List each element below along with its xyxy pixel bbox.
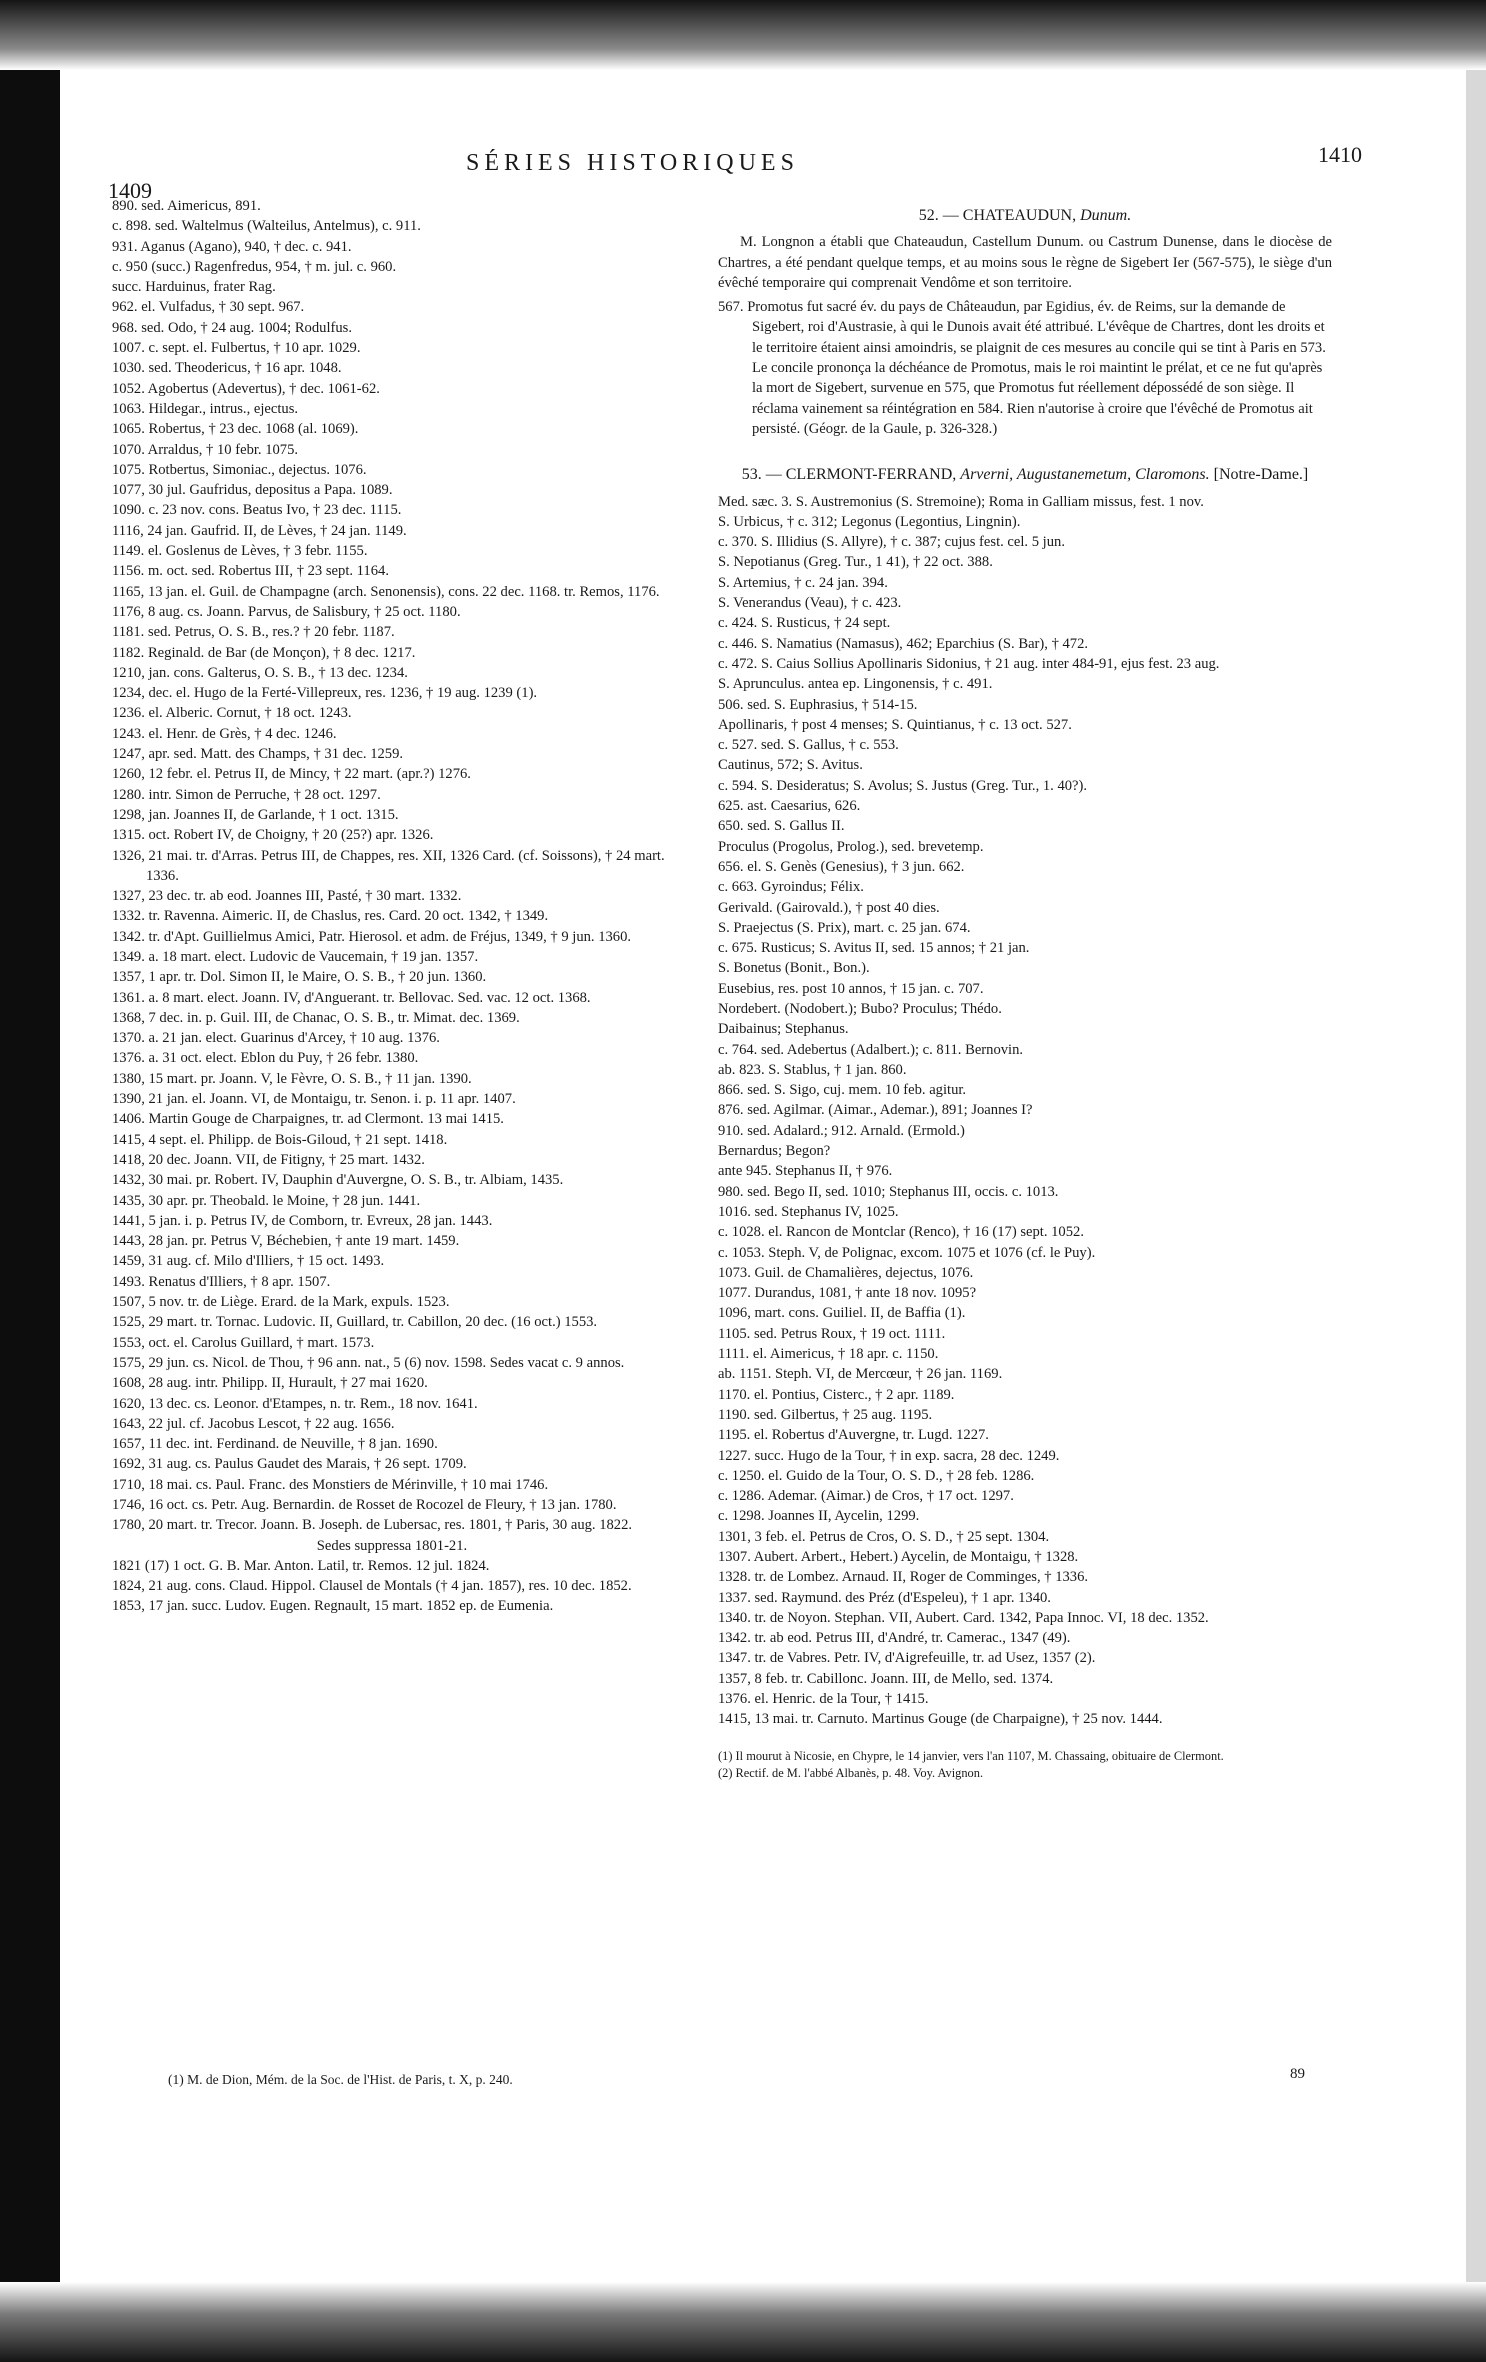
list-item: 1090. c. 23 nov. cons. Beatus Ivo, † 23 dec. 1115. — [112, 502, 402, 519]
list-item: 1432, 30 mai. pr. Robert. IV, Dauphin d'Auvergne, O. S. B., tr. Albiam, 1435. — [112, 1172, 564, 1189]
scan-right-edge — [1466, 0, 1486, 2362]
section-53-entries — [718, 492, 1332, 1730]
list-item: 1073. Guil. de Chamalières, dejectus, 1076. — [718, 1264, 974, 1281]
section-53-heading: 53. — CLERMONT-FERRAND, Arverni, Augustanemetum, Claromons. [Notre-Dame.] — [741, 466, 1309, 484]
section-52-heading: 52. — CHATEAUDUN, Dunum. — [918, 207, 1132, 224]
list-item: 1315. oct. Robert IV, de Choigny, † 20 (25?) apr. 1326. — [112, 827, 434, 844]
list-item: c. 1286. Ademar. (Aimar.) de Cros, † 17 oct. 1297. — [718, 1488, 1014, 1505]
list-item: 1016. sed. Stephanus IV, 1025. — [718, 1203, 899, 1220]
list-item: 1190. sed. Gilbertus, † 25 aug. 1195. — [718, 1406, 933, 1423]
list-item: Bernardus; Begon? — [718, 1143, 831, 1160]
list-item: 1368, 7 dec. in. p. Guil. III, de Chanac, O. S. B., tr. Mimat. dec. 1369. — [112, 1009, 520, 1026]
list-item: S. Praejectus (S. Prix), mart. c. 25 jan. 674. — [718, 919, 971, 936]
list-item: 1063. Hildegar., intrus., ejectus. — [112, 400, 299, 417]
list-item: 931. Aganus (Agano), 940, † dec. c. 941. — [112, 238, 352, 255]
list-item: 1326, 21 mai. tr. d'Arras. Petrus III, de Chappes, res. XII, 1326 Card. (cf. Soissons), † 24 mart. 1336. — [112, 847, 665, 884]
list-item: 1156. m. oct. sed. Robertus III, † 23 sept. 1164. — [112, 563, 389, 580]
list-item: c. 663. Gyroindus; Félix. — [718, 879, 864, 896]
list-item: 1342. tr. ab eod. Petrus III, d'André, tr. Camerac., 1347 (49). — [718, 1630, 1071, 1647]
list-item: 1195. el. Robertus d'Auvergne, tr. Lugd. 1227. — [718, 1427, 989, 1444]
list-item: 1692, 31 aug. cs. Paulus Gaudet des Marais, † 26 sept. 1709. — [112, 1456, 467, 1473]
list-item: 1065. Robertus, † 23 dec. 1068 (al. 1069). — [112, 421, 359, 438]
list-item: 1111. el. Aimericus, † 18 apr. c. 1150. — [718, 1346, 939, 1363]
list-item: 1052. Agobertus (Adevertus), † dec. 1061-62. — [112, 380, 380, 397]
list-item: Daibainus; Stephanus. — [718, 1021, 849, 1038]
left-page-number: 1409 — [108, 178, 152, 203]
list-item: 1406. Martin Gouge de Charpaignes, tr. ad Clermont. 13 mai 1415. — [112, 1111, 504, 1128]
list-item: 1236. el. Alberic. Cornut, † 18 oct. 1243. — [112, 705, 352, 722]
scan-top-edge — [0, 0, 1486, 70]
list-item: c. 1250. el. Guido de la Tour, O. S. D., † 28 feb. 1286. — [718, 1467, 1035, 1484]
list-item: c. 446. S. Namatius (Namasus), 462; Eparchius (S. Bar), † 472. — [718, 635, 1089, 652]
list-item: 1575, 29 jun. cs. Nicol. de Thou, † 96 ann. nat., 5 (6) nov. 1598. Sedes vacat c. 9 annos. — [112, 1354, 625, 1371]
list-item: 1030. sed. Theodericus, † 16 apr. 1048. — [112, 360, 342, 377]
list-item: 1710, 18 mai. cs. Paul. Franc. des Monstiers de Mérinville, † 10 mai 1746. — [112, 1476, 549, 1493]
list-item: 1493. Renatus d'Illiers, † 8 apr. 1507. — [112, 1273, 331, 1290]
list-item: 1280. intr. Simon de Perruche, † 28 oct. 1297. — [112, 786, 381, 803]
list-item: 890. sed. Aimericus, 891. — [112, 198, 261, 214]
list-item: 1780, 20 mart. tr. Trecor. Joann. B. Joseph. de Lubersac, res. 1801, † Paris, 30 aug. 1822. — [112, 1517, 633, 1534]
list-item: 1332. tr. Ravenna. Aimeric. II, de Chaslus, res. Card. 20 oct. 1342, † 1349. — [112, 908, 549, 925]
left-footnote: (1) M. de Dion, Mém. de la Soc. de l'Hist. de Paris, t. X, p. 240. — [168, 2072, 513, 2087]
list-item: 1096, mart. cons. Guiliel. II, de Baffia (1). — [718, 1305, 966, 1322]
signature-mark: 89 — [1290, 2066, 1305, 2082]
list-item: 1227. succ. Hugo de la Tour, † in exp. sacra, 28 dec. 1249. — [718, 1447, 1060, 1464]
list-item: Eusebius, res. post 10 annos, † 15 jan. c. 707. — [718, 980, 984, 997]
left-column — [112, 196, 672, 1617]
list-item: 1643, 22 jul. cf. Jacobus Lescot, † 22 aug. 1656. — [112, 1415, 395, 1432]
list-item: Gerivald. (Gairovald.), † post 40 dies. — [718, 899, 940, 916]
list-item: 1376. a. 31 oct. elect. Eblon du Puy, † 26 febr. 1380. — [112, 1050, 419, 1067]
list-item: S. Urbicus, † c. 312; Legonus (Legontius, Lingnin). — [718, 513, 1021, 530]
list-item: Apollinaris, † post 4 menses; S. Quintianus, † c. 13 oct. 527. — [718, 716, 1072, 733]
list-item: ab. 1151. Steph. VI, de Mercœur, † 26 jan. 1169. — [718, 1366, 1003, 1383]
list-item: 656. el. S. Genès (Genesius), † 3 jun. 662. — [718, 858, 965, 875]
list-item: 650. sed. S. Gallus II. — [718, 818, 845, 835]
list-item: 1234, dec. el. Hugo de la Ferté-Villepreux, res. 1236, † 19 aug. 1239 (1). — [112, 685, 538, 702]
list-item: 1340. tr. de Noyon. Stephan. VII, Aubert. Card. 1342, Papa Innoc. VI, 18 dec. 1352. — [718, 1609, 1209, 1626]
running-title: SÉRIES HISTORIQUES — [466, 150, 799, 176]
footnote-2: (2) Rectif. de M. l'abbé Albanès, p. 48. Voy. Avignon. — [718, 1765, 984, 1780]
list-item: 1077. Durandus, 1081, † ante 18 nov. 1095? — [718, 1285, 977, 1302]
list-item: 1441, 5 jan. i. p. Petrus IV, de Comborn, tr. Evreux, 28 jan. 1443. — [112, 1212, 493, 1229]
list-item: 968. sed. Odo, † 24 aug. 1004; Rodulfus. — [112, 319, 352, 336]
list-item: 876. sed. Agilmar. (Aimar., Ademar.), 891; Joannes I? — [718, 1102, 1033, 1119]
list-item: 1443, 28 jan. pr. Petrus V, Béchebien, † ante 19 mart. 1459. — [112, 1233, 460, 1250]
list-item: 866. sed. S. Sigo, cuj. mem. 10 feb. agitur. — [718, 1082, 967, 1099]
list-item: 1347. tr. de Vabres. Petr. IV, d'Aigrefeuille, tr. ad Usez, 1357 (2). — [718, 1650, 1096, 1667]
list-item: 1390, 21 jan. el. Joann. VI, de Montaigu, tr. Senon. i. p. 11 apr. 1407. — [112, 1091, 516, 1108]
list-item: c. 1053. Steph. V, de Polignac, excom. 1075 et 1076 (cf. le Puy). — [718, 1244, 1096, 1261]
scan-bottom-edge — [0, 2282, 1486, 2362]
list-item: 1853, 17 jan. succ. Ludov. Eugen. Regnault, 15 mart. 1852 ep. de Eumenia. — [112, 1598, 554, 1615]
section-52-entry: 567. Promotus fut sacré év. du pays de Châteaudun, par Egidius, év. de Reims, sur la demande de Sigebert, roi d'Austrasie, à qui le Dunois avait été attribué. L'évêque de Chartres, dont les droits et le territoire étaient ainsi amoindris, se plaignit de ces mesures au concile qui se tint à Paris en 573. Le concile prononça la déchéance de Promotus, mais le roi maintint le prélat, et ce ne fut qu'après la mort de Sigebert, survenue en 575, que Promotus fut réellement dépossédé de son siège. Il réclama vainement sa réintégration en 584. Rien n'autorise à croire que l'évêché de Promotus ait persisté. (Géogr. de la Gaule, p. 326-328.) — [718, 299, 1326, 437]
list-item: c. 424. S. Rusticus, † 24 sept. — [718, 615, 891, 632]
list-item: 1370. a. 21 jan. elect. Guarinus d'Arcey, † 10 aug. 1376. — [112, 1030, 440, 1047]
list-item: Nordebert. (Nodobert.); Bubo? Proculus; Thédo. — [718, 1000, 1002, 1017]
list-item: 1507, 5 nov. tr. de Liège. Erard. de la Mark, expuls. 1523. — [112, 1294, 450, 1311]
list-item: 1075. Rotbertus, Simoniac., dejectus. 1076. — [112, 461, 367, 478]
list-item: c. 1028. el. Rancon de Montclar (Renco), † 16 (17) sept. 1052. — [718, 1224, 1084, 1241]
list-item: 1608, 28 aug. intr. Philipp. II, Hurault, † 27 mai 1620. — [112, 1375, 428, 1392]
list-item: c. 950 (succ.) Ragenfredus, 954, † m. jul. c. 960. — [112, 258, 397, 275]
list-item: 1328. tr. de Lombez. Arnaud. II, Roger de Comminges, † 1336. — [718, 1569, 1089, 1586]
list-item: 1418, 20 dec. Joann. VII, de Fitigny, † 25 mart. 1432. — [112, 1151, 425, 1168]
list-item: 1007. c. sept. el. Fulbertus, † 10 apr. 1029. — [112, 340, 361, 357]
list-item: 1380, 15 mart. pr. Joann. V, le Fèvre, O. S. B., † 11 jan. 1390. — [112, 1070, 472, 1087]
list-item: 625. ast. Caesarius, 626. — [718, 798, 861, 815]
footnote-1: (1) Il mourut à Nicosie, en Chypre, le 14 janvier, vers l'an 1107, M. Chassaing, obituaire de Clermont. — [718, 1748, 1224, 1763]
list-item: 980. sed. Bego II, sed. 1010; Stephanus III, occis. c. 1013. — [718, 1183, 1059, 1200]
list-item: c. 675. Rusticus; S. Avitus II, sed. 15 annos; † 21 jan. — [718, 940, 1030, 957]
list-item: 1337. sed. Raymund. des Préz (d'Espeleu), † 1 apr. 1340. — [718, 1589, 1051, 1606]
list-item: 1415, 4 sept. el. Philipp. de Bois-Giloud, † 21 sept. 1418. — [112, 1131, 448, 1148]
list-item: succ. Harduinus, frater Rag. — [112, 279, 276, 296]
list-item: 506. sed. S. Euphrasius, † 514-15. — [718, 696, 918, 713]
list-item: c. 898. sed. Waltelmus (Walteilus, Antelmus), c. 911. — [112, 218, 421, 235]
scan-left-edge — [0, 0, 60, 2362]
list-item: 1349. a. 18 mart. elect. Ludovic de Vaucemain, † 19 jan. 1357. — [112, 948, 479, 965]
list-item: 1525, 29 mart. tr. Tornac. Ludovic. II, Guillard, tr. Cabillon, 20 dec. (16 oct.) 1553. — [112, 1314, 598, 1331]
list-item: 1070. Arraldus, † 10 febr. 1075. — [112, 441, 299, 458]
list-item: c. 1298. Joannes II, Aycelin, 1299. — [718, 1508, 920, 1525]
list-item: 1824, 21 aug. cons. Claud. Hippol. Clausel de Montals († 4 jan. 1857), res. 10 dec. 1852. — [112, 1578, 632, 1595]
list-item: 1105. sed. Petrus Roux, † 19 oct. 1111. — [718, 1325, 946, 1342]
list-item: 1327, 23 dec. tr. ab eod. Joannes III, Pasté, † 30 mart. 1332. — [112, 888, 462, 905]
list-item: 910. sed. Adalard.; 912. Arnald. (Ermold.) — [718, 1122, 965, 1139]
list-item: 1357, 1 apr. tr. Dol. Simon II, le Maire, O. S. B., † 20 jun. 1360. — [112, 969, 487, 986]
list-item: 1415, 13 mai. tr. Carnuto. Martinus Gouge (de Charpaigne), † 25 nov. 1444. — [718, 1711, 1163, 1728]
list-item: 1176, 8 aug. cs. Joann. Parvus, de Salisbury, † 25 oct. 1180. — [112, 603, 461, 620]
list-item: Cautinus, 572; S. Avitus. — [718, 757, 863, 774]
list-item: c. 527. sed. S. Gallus, † c. 553. — [718, 737, 899, 754]
list-item: Sedes suppressa 1801-21. — [316, 1537, 468, 1554]
list-item: 1342. tr. d'Apt. Guillielmus Amici, Patr. Hierosol. et adm. de Fréjus, 1349, † 9 jun. 1360. — [112, 928, 632, 945]
right-page-number: 1410 — [1318, 142, 1362, 167]
list-item: ab. 823. S. Stablus, † 1 jan. 860. — [718, 1061, 907, 1078]
right-column — [718, 196, 1332, 1782]
list-item: 1165, 13 jan. el. Guil. de Champagne (arch. Senonensis), cons. 22 dec. 1168. tr. Remos, 1176. — [112, 583, 660, 600]
list-item: 1620, 13 dec. cs. Leonor. d'Etampes, n. tr. Rem., 18 nov. 1641. — [112, 1395, 478, 1412]
list-item: 1459, 31 aug. cf. Milo d'Illiers, † 15 oct. 1493. — [112, 1253, 385, 1270]
section-52-intro: M. Longnon a établi que Chateaudun, Castellum Dunum. ou Castrum Dunense, dans le diocèse de Chartres, a été pendant quelque temps, et au moins sous le règne de Sigebert Ier (567-575), le siège d'un évêché temporaire qui comprenait Vendôme et son territoire. — [718, 234, 1332, 291]
list-item: S. Bonetus (Bonit., Bon.). — [718, 960, 870, 977]
list-item: 962. el. Vulfadus, † 30 sept. 967. — [112, 299, 305, 316]
list-item: 1247, apr. sed. Matt. des Champs, † 31 dec. 1259. — [112, 746, 404, 763]
list-item: S. Venerandus (Veau), † c. 423. — [718, 595, 902, 612]
list-item: 1657, 11 dec. int. Ferdinand. de Neuville, † 8 jan. 1690. — [112, 1436, 438, 1453]
list-item: 1553, oct. el. Carolus Guillard, † mart. 1573. — [112, 1334, 375, 1351]
list-item: 1170. el. Pontius, Cisterc., † 2 apr. 1189. — [718, 1386, 955, 1403]
list-item: Med. sæc. 3. S. Austremonius (S. Stremoine); Roma in Galliam missus, fest. 1 nov. — [718, 493, 1204, 510]
list-item: 1301, 3 feb. el. Petrus de Cros, O. S. D., † 25 sept. 1304. — [718, 1528, 1050, 1545]
list-item: 1182. Reginald. de Bar (de Monçon), † 8 dec. 1217. — [112, 644, 416, 661]
list-item: 1376. el. Henric. de la Tour, † 1415. — [718, 1691, 929, 1708]
list-item: 1746, 16 oct. cs. Petr. Aug. Bernardin. de Rosset de Rocozel de Fleury, † 13 jan. 1780. — [112, 1497, 617, 1513]
list-item: 1077, 30 jul. Gaufridus, depositus a Papa. 1089. — [112, 482, 393, 499]
list-item: S. Nepotianus (Greg. Tur., 1 41), † 22 oct. 388. — [718, 554, 993, 571]
list-item: ante 945. Stephanus II, † 976. — [718, 1163, 893, 1180]
list-item: c. 594. S. Desideratus; S. Avolus; S. Justus (Greg. Tur., 1. 40?). — [718, 777, 1088, 794]
list-item: 1357, 8 feb. tr. Cabillonc. Joann. III, de Mello, sed. 1374. — [718, 1670, 1054, 1687]
list-item: 1181. sed. Petrus, O. S. B., res.? † 20 febr. 1187. — [112, 624, 395, 641]
list-item: 1243. el. Henr. de Grès, † 4 dec. 1246. — [112, 725, 337, 742]
list-item: Proculus (Progolus, Prolog.), sed. brevetemp. — [718, 838, 984, 855]
list-item: c. 764. sed. Adebertus (Adalbert.); c. 811. Bernovin. — [718, 1041, 1024, 1058]
list-item: S. Aprunculus. antea ep. Lingonensis, † c. 491. — [718, 676, 993, 693]
list-item: 1307. Aubert. Arbert., Hebert.) Aycelin, de Montaigu, † 1328. — [718, 1549, 1079, 1565]
list-item: 1361. a. 8 mart. elect. Joann. IV, d'Anguerant. tr. Bellovac. Sed. vac. 12 oct. 1368. — [112, 989, 591, 1006]
list-item: S. Artemius, † c. 24 jan. 394. — [718, 574, 888, 591]
list-item: 1116, 24 jan. Gaufrid. II, de Lèves, † 24 jan. 1149. — [112, 522, 407, 539]
list-item: 1210, jan. cons. Galterus, O. S. B., † 13 dec. 1234. — [112, 664, 408, 681]
list-item: 1260, 12 febr. el. Petrus II, de Mincy, † 22 mart. (apr.?) 1276. — [112, 766, 471, 783]
list-item: c. 472. S. Caius Sollius Apollinaris Sidonius, † 21 aug. inter 484-91, ejus fest. 23 aug. — [718, 655, 1220, 672]
list-item: 1435, 30 apr. pr. Theobald. le Moine, † 28 jun. 1441. — [112, 1192, 421, 1209]
list-item: 1149. el. Goslenus de Lèves, † 3 febr. 1155. — [112, 543, 368, 560]
list-item: c. 370. S. Illidius (S. Allyre), † c. 387; cujus fest. cel. 5 jun. — [718, 534, 1065, 551]
list-item: 1821 (17) 1 oct. G. B. Mar. Anton. Latil, tr. Remos. 12 jul. 1824. — [112, 1557, 490, 1574]
list-item: 1298, jan. Joannes II, de Garlande, † 1 oct. 1315. — [112, 806, 399, 823]
